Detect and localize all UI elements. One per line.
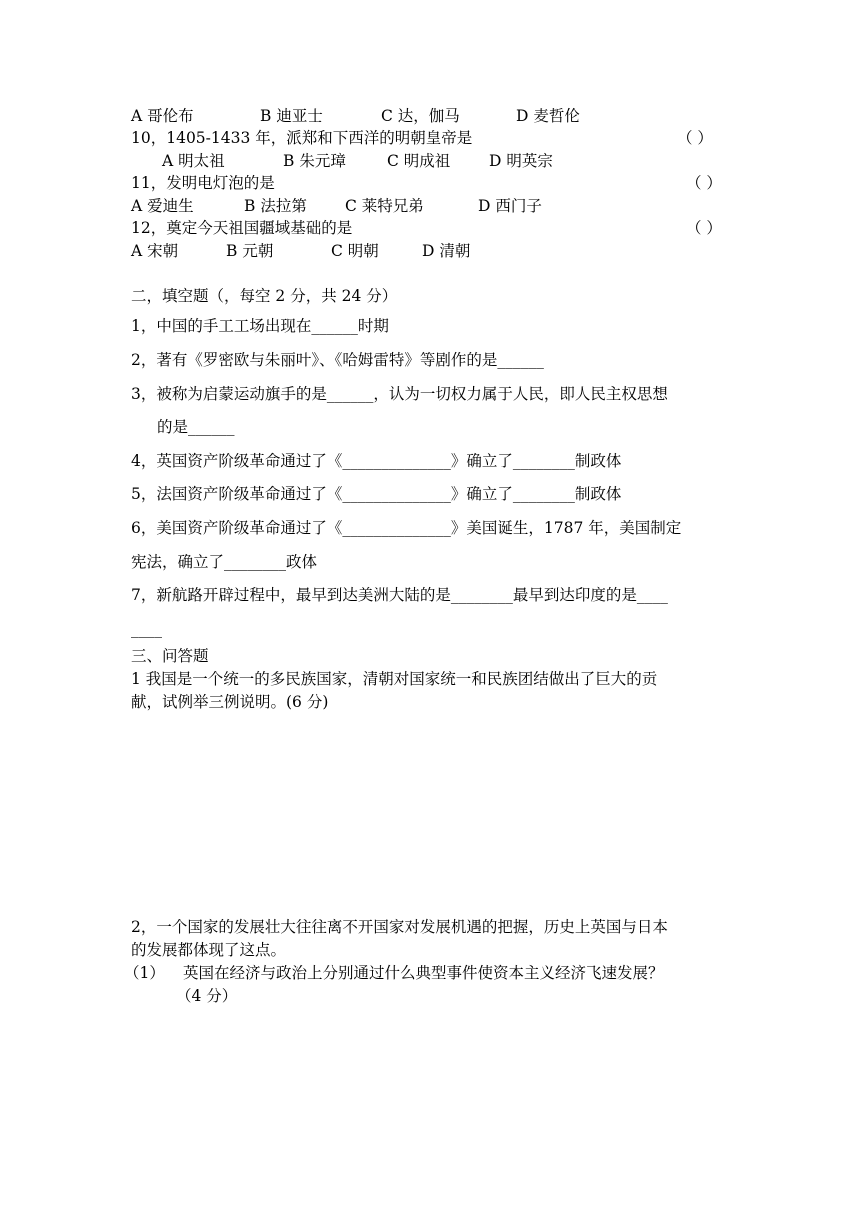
fill-question-7-cont: ____ [131,620,162,638]
option-b: B 朱元璋 [283,152,346,170]
option-c: C 达，伽马 [381,107,460,125]
section-heading: 二，填空题（，每空 2 分，共 24 分） [131,287,398,305]
question-stem: 11，发明电灯泡的是 [131,174,275,192]
option-a: A 爱迪生 [131,197,194,215]
sub-question-number: （1） [124,964,165,982]
option-c: C 莱特兄弟 [345,197,424,215]
answer-parentheses: （ ） [677,129,713,147]
option-d: D 西门子 [478,197,542,215]
option-a: A 宋朝 [131,242,179,260]
fill-question-1: 1，中国的手工工场出现在______时期 [131,317,389,335]
question-stem: 12，奠定今天祖国疆域基础的是 [131,219,353,237]
answer-question-1: 1 我国是一个统一的多民族国家，清朝对国家统一和民族团结做出了巨大的贡 [131,670,658,688]
fill-question-6-cont: 宪法，确立了________政体 [131,553,318,571]
answer-parentheses: （ ） [686,219,722,237]
answer-parentheses: （ ） [686,174,722,192]
fill-question-4: 4，英国资产阶级革命通过了《______________》确立了________制政体 [131,452,622,470]
section-heading: 三、问答题 [131,647,209,665]
sub-question-1-score: （4 分） [176,987,238,1005]
fill-question-7: 7，新航路开辟过程中，最早到达美洲大陆的是________最早到达印度的是____ [131,586,668,604]
answer-question-2: 2，一个国家的发展壮大往往离不开国家对发展机遇的把握，历史上英国与日本 [131,918,668,936]
question-stem: 10，1405-1433 年，派郑和下西洋的明朝皇帝是 [131,129,473,147]
option-d: D 明英宗 [489,152,553,170]
option-c: C 明成祖 [387,152,451,170]
option-b: B 元朝 [226,242,274,260]
fill-question-3-cont: 的是______ [157,418,235,436]
answer-space-1[interactable] [131,716,731,906]
option-a: A 哥伦布 [131,107,194,125]
fill-question-6: 6，美国资产阶级革命通过了《______________》美国诞生，1787 年，美国制定 [131,519,682,537]
option-d: D 清朝 [422,242,471,260]
answer-question-1-cont: 献，试例举三例说明。(6 分) [131,693,329,711]
option-b: B 迪亚士 [260,107,323,125]
option-b: B 法拉第 [244,197,307,215]
option-a: A 明太祖 [162,152,225,170]
sub-question-1: 英国在经济与政治上分别通过什么典型事件使资本主义经济飞速发展？ [183,964,664,982]
fill-question-2: 2，著有《罗密欧与朱丽叶》、《哈姆雷特》等剧作的是______ [131,351,544,369]
option-d: D 麦哲伦 [516,107,580,125]
answer-question-2-cont: 的发展都体现了这点。 [131,941,287,959]
fill-question-3: 3，被称为启蒙运动旗手的是______，认为一切权力属于人民，即人民主权思想 [131,385,668,403]
option-c: C 明朝 [331,242,379,260]
answer-space-2[interactable] [131,1012,731,1202]
fill-question-5: 5，法国资产阶级革命通过了《______________》确立了________制政体 [131,485,622,503]
